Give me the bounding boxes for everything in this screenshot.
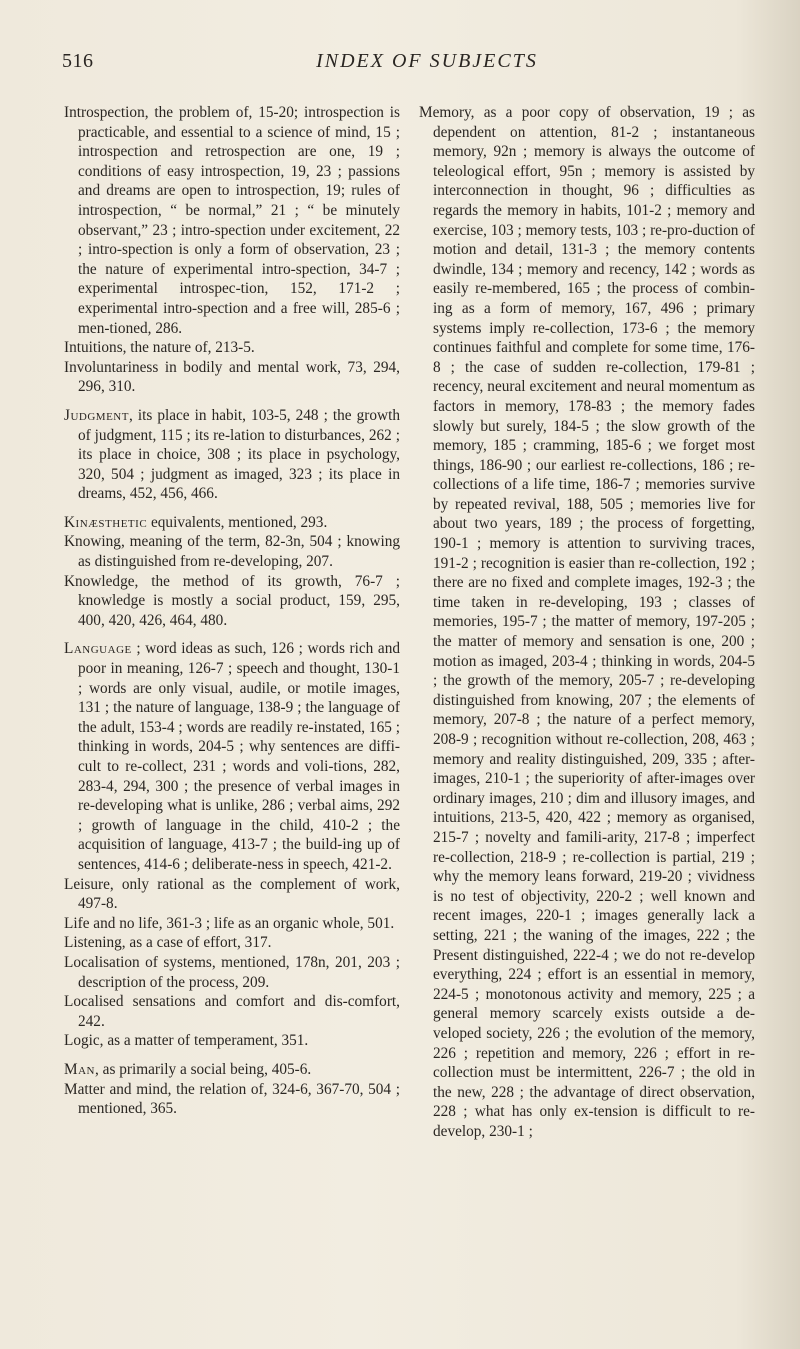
entry-heading: Judgment (64, 406, 129, 424)
entry-text: Logic, as a matter of temperament, 351. (64, 1032, 309, 1050)
entry-text: Life and no life, 361-3 ; life as an organic whole, 501. (64, 914, 395, 932)
index-entry (64, 1080, 400, 1119)
page-header (62, 50, 762, 80)
entry-heading: Man (64, 1060, 95, 1078)
entry-text: Intuitions, the nature of, 213-5. (64, 339, 255, 357)
left-column (64, 103, 400, 1119)
index-entry (64, 513, 400, 533)
entry-text: Listening, as a case of effort, 317. (64, 934, 272, 952)
entry-heading: Kinæsthetic (64, 513, 148, 531)
entry-text: , as primarily a social being, 405-6. (95, 1060, 312, 1078)
index-entry (64, 338, 400, 358)
page-number: 516 (62, 50, 94, 72)
index-entry (64, 358, 400, 397)
entry-text: Knowledge, the method of its growth, 76-7 ; knowledge is mostly a social product, 159, 295, 400, 420, 426, 464, 480. (64, 572, 400, 629)
index-entry (64, 875, 400, 914)
entry-text: Knowing, meaning of the term, 82-3n, 504 ; knowing as distinguished from re-developing, 207. (64, 533, 400, 571)
entry-text: , its place in habit, 103-5, 248 ; the growth of judgment, 115 ; its re-lation to disturbances, 262 ; its place in choice, 308 ; its place in psychology, 320, 504 ; judgment as imaged, 323 ; its place in dreams, 452, 456, 466. (78, 406, 400, 503)
right-column (419, 103, 755, 1141)
entry-text: Leisure, only rational as the complement of work, 497-8. (64, 875, 400, 913)
index-entry (64, 953, 400, 992)
entry-text: Matter and mind, the relation of, 324-6, 367-70, 504 ; mentioned, 365. (64, 1080, 400, 1118)
index-entry (64, 572, 400, 631)
entry-text: equivalents, mentioned, 293. (147, 513, 328, 531)
entry-text: Localised sensations and comfort and dis-comfort, 242. (64, 993, 400, 1030)
entry-text: Involuntariness in bodily and mental work, 73, 294, 296, 310. (64, 358, 400, 396)
entry-text: Memory, as a poor copy of observation, 19 ; as dependent on attention, 81-2 ; instantaneous memory, 92n ; memory is always the outcome of teleological effort, 95n ; memory is assisted by interconnection in thought, 96 ; difficulties as regards the memory in habits, 101-2 ; memory and exercise, 103 ; memory tests, 103 ; re-pro-duction of motion and detail, 131-3 ; the memory contents dwindle, 134 ; memory and recency, 142 ; words as easily re-membered, 165 ; the process of combin-ing as a form of memory, 167, 496 ; primary systems imply re-collection, 173-6 ; the memory continues faithful and complete for some time, 176-8 ; the case of sudden re-collection, 179-81 ; recency, neural excitement and neural momentum as factors in memory, 178-83 ; the memory fades slowly but surely, 184-5 ; the slow growth of the memory, 185 ; cramming, 185-6 ; we forget most things, 186-90 ; our earliest re-collections, 186 ; re-collections of a life time, 186-7 ; memories survive by repeated revival, 188, 505 ; memories live for about two years, 189 ; the process of forgetting, 190-1 ; memory is attention to surviving traces, 191-2 ; recognition is easier than re-collection, 192 ; there are no fixed and complete images, 192-3 ; the time taken in re-developing, 193 ; classes of memories, 195-7 ; the matter of memory, 197-205 ; the matter of memory and sensation is one, 200 ; motion as imaged, 203-4 ; thinking in words, 204-5 ; the growth of the memory, 205-7 ; re-developing distinguished from knowing, 207 ; the elements of memory, 207-8 ; the nature of a perfect memory, 208-9 ; recognition without re-collection, 208, 463 ; memory and reality distinguished, 209, 335 ; after-images, 210-1 ; the superiority of after-images over ordinary images, 210 ; dim and illusory images, and intuitions, 213-5, 420, 422 ; memory as organised, 215-7 ; novelty and famili-arity, 217-8 ; imperfect re-collection, 218-9 ; re-collection is partial, 219 ; why the memory leans forward, 219-20 ; vividness is no test of objectivity, 220-2 ; well known and recent images, 220-1 ; images generally lack a setting, 221 ; the waning of the images, 222 ; the Present distinguished, 222-4 ; we do not re-develop everything, 224 ; effort is an essential in memory, 224-5 ; monotonous activity and memory, 225 ; a general memory scarcely exists outside a de-veloped society, 226 ; the evolution of the memory, 226 ; repetition and memory, 226 ; effort in re-collection must be intermittent, 226-7 ; the old in the new, 228 ; the advantage of direct observation, 228 ; what has only ex-tension is difficult to re-develop, 230-1 ; (419, 104, 755, 1140)
running-title: INDEX OF SUBJECTS (316, 50, 538, 72)
index-entry (64, 1060, 400, 1080)
index-entry (64, 914, 400, 934)
index-entry (64, 103, 400, 338)
index-entry (64, 1031, 400, 1051)
index-entry (64, 532, 400, 571)
entry-text: Localisation of systems, mentioned, 178n, 201, 203 ; description of the process, 209. (64, 953, 400, 991)
entry-text: ; word ideas as such, 126 ; words rich and poor in meaning, 126-7 ; speech and thought, 130-1 ; words are only visual, audile, or motile images, 131 ; the nature of language, 138-9 ; the language of the adult, 153-4 ; words are readily re-instated, 165 ; thinking in words, 204-5 ; why sentences are diffi-cult to re-collect, 231 ; words and voli-tions, 282, 283-4, 294, 300 ; the presence of verbal images in re-developing what is unlike, 286 ; verbal aims, 292 ; growth of language in the child, 410-2 ; the acquisition of language, 413-7 ; the build-ing up of sentences, 414-6 ; deliberate-ness in speech, 421-2. (78, 640, 400, 873)
index-entry (64, 639, 400, 874)
index-entry (419, 103, 755, 1141)
index-entry (64, 406, 400, 504)
entry-heading: Language (64, 640, 132, 658)
index-entry (64, 933, 400, 953)
index-entry (64, 992, 400, 1031)
entry-text: Introspection, the problem of, 15-20; introspection is practicable, and essential to a science of mind, 15 ; introspection and retrospection are one, 19 ; conditions of easy introspection, 19, 23 ; passions and dreams are open to introspection, 19; rules of introspection, “ be normal,” 21 ; “ be minutely observant,” 23 ; intro-spection under excitement, 22 ; intro-spection is only a form of observation, 23 ; the nature of experimental intro-spection, 34-7 ; experimental introspec-tion, 152, 171-2 ; experimental intro-spection and a free will, 285-6 ; men-tioned, 286. (64, 104, 400, 337)
